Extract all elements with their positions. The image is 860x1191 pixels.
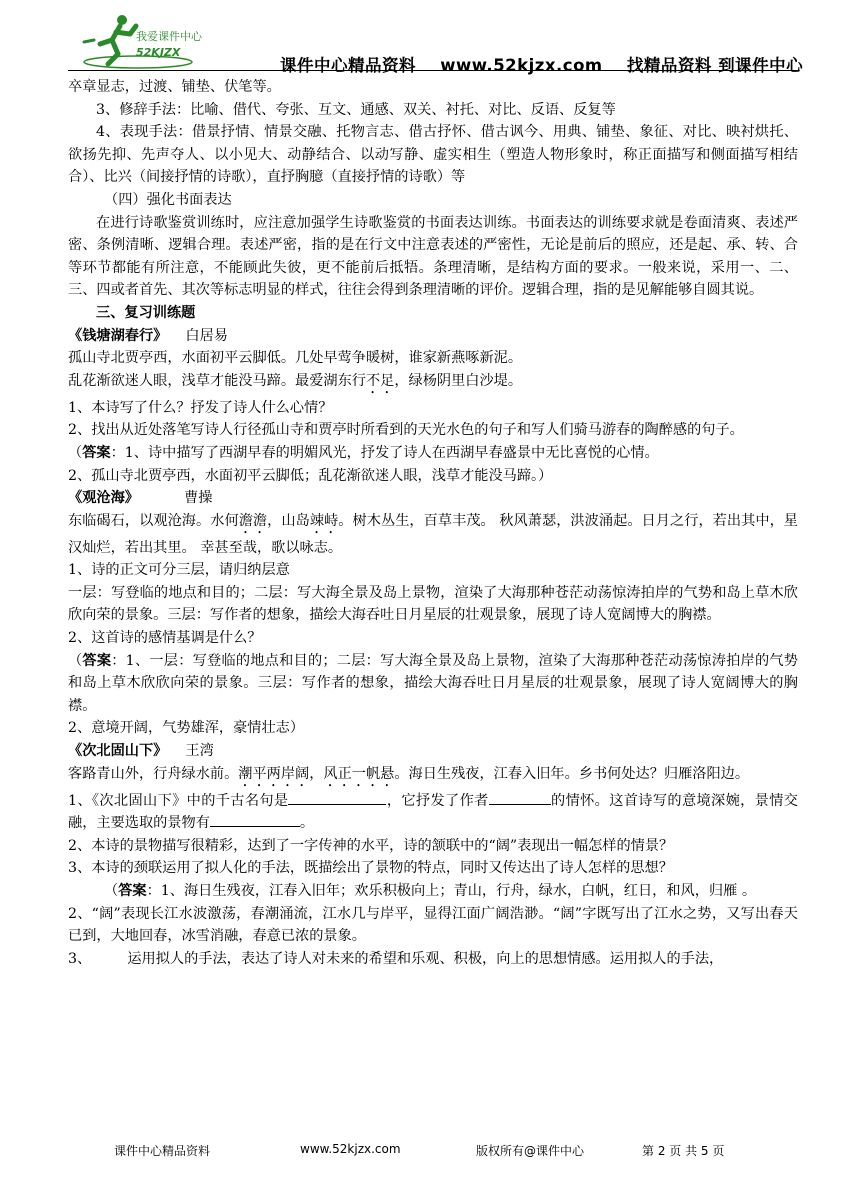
poem-title: 《钱塘湖春行》: [68, 327, 168, 344]
answer-label: 答案: [118, 883, 147, 899]
emphasis-text: 竦峙: [309, 512, 339, 529]
header-slogan: [280, 52, 821, 76]
footer-site-link[interactable]: www.52kjzx.com: [300, 1142, 401, 1156]
logo-text-top: 我爱课件中心: [136, 30, 202, 43]
text-line: 3、修辞手法：比喻、借代、夸张、互文、通感、双关、衬托、对比、反语、反复等: [96, 101, 616, 118]
poem-title-line: [68, 740, 798, 763]
poem-title-line: [68, 325, 798, 348]
poem-text: 东临碣石，以观沧海。水何澹澹，山岛竦峙。树木丛生，百草丰茂。 秋风萧瑟，洪波涌起。日月之行，若出其中，星汉灿烂，若出其里。 幸甚至哉，歌以咏志。: [68, 512, 798, 556]
poem-title-line: [68, 487, 798, 510]
emphasis-text: 潮平两岸阔，风正一帆悬: [238, 765, 395, 782]
question: 2、找出从近处落笔写诗人行径孤山寺和贾亭时所看到的天光水色的句子和写人们骑马游春的陶醉感的句子。: [68, 422, 744, 439]
poem-text: 客路青山外，行舟绿水前。潮平两岸阔，风正一帆悬。海日生残夜，江春入旧年。乡书何处达？归雁洛阳边。: [68, 765, 750, 782]
header-site-link[interactable]: www.52kjzx.com: [440, 56, 603, 75]
question: 1、诗的正文可分三层，请归纳层意: [68, 562, 290, 579]
page-number: 第 2 页 共 5 页: [642, 1144, 725, 1158]
footer-copyright: 版权所有@课件中心: [476, 1144, 585, 1158]
answer: 2、意境开阔，气势雄浑，豪情壮志）: [68, 720, 305, 737]
answer: （答案：1、海日生残夜，江春入旧年；欢乐积极向上；青山，行舟，绿水，白帆，红日，和风，归雁 。: [104, 883, 757, 899]
poem-author: 王湾: [185, 743, 214, 760]
answer: 2、孤山寺北贾亭西，水面初平云脚低；乱花渐欲迷人眼，浅草才能没马蹄。）: [68, 467, 553, 484]
question: 1、《次北固山下》中的千古名句是 ，它抒发了作者 的情怀。这首诗写的意境深婉，景情交融，主要选取的景物有 。: [68, 790, 798, 835]
question: 2、这首诗的感情基调是什么？: [68, 630, 262, 647]
fill-blank[interactable]: [489, 790, 551, 805]
header-slogan-2: 找精品资料 到课件中心: [626, 56, 804, 75]
answer: 2、“阔”表现长江水波激荡，春潮涌流，江水几与岸平，显得江面广阔浩渺。“阔”字既写出了江水之势，又写出春天已到，大地回春，冰雪消融，春意已浓的景象。: [68, 905, 798, 945]
header-divider: [68, 70, 798, 71]
question-text: 一层：写登临的地点和目的；二层：写大海全景及岛上景物，渲染了大海那种苍茫动荡惊涛拍岸的气势和岛上草木欣欣向荣的景象。三层：写作者的想象，描绘大海吞吐日月星辰的壮观景象，展现了诗人宽阔博大的胸襟。: [68, 584, 798, 624]
text-line: 卒章显志，过渡、铺垫、伏笔等。: [68, 79, 281, 95]
poem-title: 《观沧海》: [68, 490, 139, 507]
emphasis-text: 澹澹: [238, 512, 268, 529]
poem-author: 曹操: [184, 490, 213, 507]
answer: 3、 运用拟人的手法，表达了诗人对未来的希望和乐观、积极，向上的思想情感。运用拟人的手法，: [68, 950, 724, 967]
poem-author: 白居易: [185, 327, 228, 344]
footer-label: 课件中心精品资料: [114, 1144, 211, 1158]
question: 3、本诗的颈联运用了拟人化的手法，既描绘出了景物的特点，同时又传达出了诗人怎样的思想？: [68, 860, 673, 877]
fill-blank[interactable]: [210, 812, 300, 827]
poem-line: 乱花渐欲迷人眼，浅草才能没马蹄。最爱湖东行不足，绿杨阴里白沙堤。: [68, 372, 523, 389]
question: 1、本诗写了什么？抒发了诗人什么心情？: [68, 399, 333, 416]
answer: （答案：1、诗中描写了西湖早春的明媚风光，抒发了诗人在西湖早春盛景中无比喜悦的心情。: [68, 444, 659, 461]
site-logo: [82, 10, 202, 72]
section-heading: 三、复习训练题: [96, 304, 196, 321]
answer: （答案：1、一层：写登临的地点和目的；二层：写大海全景及岛上景物，渲染了大海那种苍茫动荡惊涛拍岸的气势和岛上草木欣欣向荣的景象。三层：写作者的想象，描绘大海吞吐日月星辰的壮观景象，展现了诗人宽阔博大的胸襟。: [68, 652, 798, 714]
running-man-icon: [82, 10, 202, 72]
fill-blank[interactable]: [288, 790, 386, 805]
document-body: [68, 76, 798, 970]
question: 2、本诗的景物描写很精彩，达到了一字传神的水平，诗的颔联中的“阔”表现出一幅怎样的情景？: [68, 837, 674, 854]
answer-label: 答案: [82, 444, 111, 461]
poem-title: 《次北固山下》: [68, 743, 168, 760]
answer-label: 答案: [82, 652, 112, 669]
text-line: 4、表现手法：借景抒情、情景交融、托物言志、借古抒怀、借古讽今、用典、铺垫、象征、对比、映衬烘托、欲扬先抑、先声夺人、以小见大、动静结合、以动写静、虚实相生（塑造人物形象时，称正面描写和侧面描写相结合）、比兴（间接抒情的诗歌），直抒胸臆（直接抒情的诗歌）等: [68, 124, 798, 186]
header-slogan-1: 课件中心精品资料: [280, 56, 416, 75]
section-heading: （四）强化书面表达: [104, 191, 232, 208]
emphasis-text: 不足: [365, 372, 395, 389]
poem-line: 孤山寺北贾亭西，水面初平云脚低。几处早莺争暖树，谁家新燕啄新泥。: [68, 350, 523, 367]
text-paragraph: 在进行诗歌鉴赏训练时，应注意加强学生诗歌鉴赏的书面表达训练。书面表达的训练要求就是卷面清爽、表述严密、条例清晰、逻辑合理。表述严密，指的是在行文中注意表述的严密性，无论是前后的照应，还是起、承、转、合等环节都能有所注意，不能顾此失彼，更不能前后抵牾。条理清晰，是结构方面的要求。一般来说，采用一、二、三、四或者首先、其次等标志明显的样式，往往会得到条理清晰的评价。逻辑合理，指的是见解能够自圆其说。: [68, 214, 798, 299]
page-header: [68, 8, 804, 75]
logo-text-bottom: 52KJZX: [136, 46, 181, 59]
